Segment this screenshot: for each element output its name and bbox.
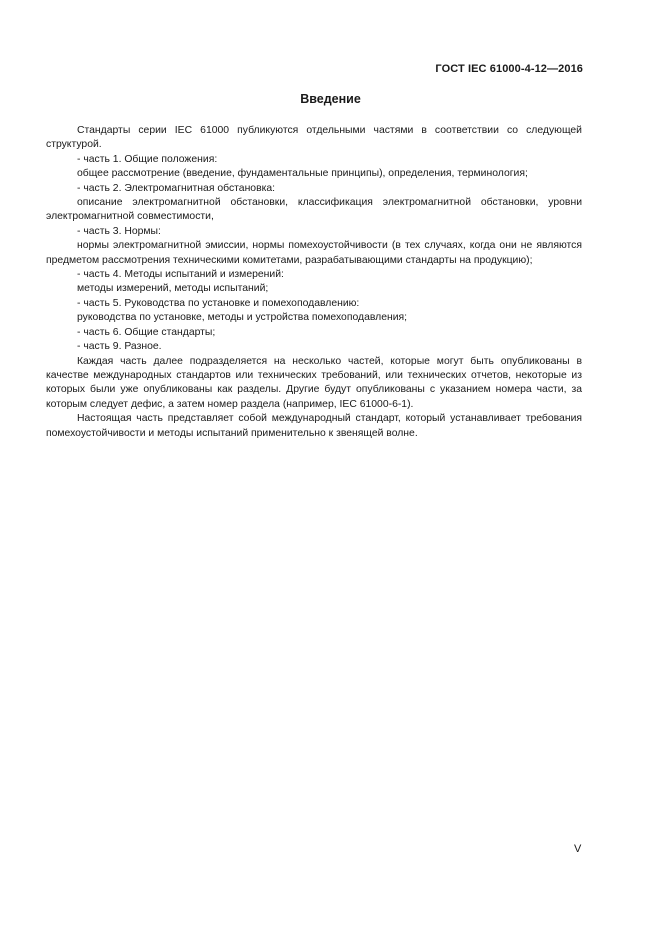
paragraph: общее рассмотрение (введение, фундаментальные принципы), определения, терминология;	[77, 168, 528, 180]
paragraph: методы измерений, методы испытаний;	[77, 283, 269, 295]
list-item: - часть 5. Руководства по установке и помехоподавлению:	[77, 297, 360, 309]
list-item: - часть 2. Электромагнитная обстановка:	[77, 182, 276, 194]
list-item: - часть 9. Разное.	[77, 341, 162, 353]
paragraph: описание электромагнитной обстановки, классификация электромагнитной обстановки, уровни электромагнитной совместимости,	[46, 197, 582, 223]
paragraph: Каждая часть далее подразделяется на несколько частей, которые могут быть опубликованы в качестве международных стандартов или технических требований, или технических отчетов, некоторые из которых были уже опубликованы как разделы. Другие будут опубликованы с указанием номера части, за которым следует дефис, а затем номер раздела (например, IEC 61000-6-1).	[46, 355, 582, 410]
paragraph: нормы электромагнитной эмиссии, нормы помехоустойчивости (в тех случаях, когда они не являются предметом рассмотрения техническими комитетами, разрабатывающими стандарты на продукцию);	[46, 240, 582, 266]
list-item: - часть 6. Общие стандарты;	[77, 326, 216, 338]
document-body	[46, 124, 582, 441]
list-item: - часть 4. Методы испытаний и измерений:	[77, 269, 284, 281]
section-title: Введение	[300, 92, 361, 106]
page-number: V	[574, 843, 582, 855]
list-item: - часть 1. Общие положения:	[77, 153, 218, 165]
paragraph: Настоящая часть представляет собой международный стандарт, который устанавливает требования помехоустойчивости и методы испытаний применительно к звенящей волне.	[46, 413, 582, 439]
list-item: - часть 3. Нормы:	[77, 225, 161, 237]
paragraph: Стандарты серии IEC 61000 публикуются отдельными частями в соответствии со следующей структурой.	[46, 125, 582, 151]
paragraph: руководства по установке, методы и устройства помехоподавления;	[77, 312, 408, 324]
document-id-header: ГОСТ IEC 61000-4-12—2016	[435, 63, 583, 75]
